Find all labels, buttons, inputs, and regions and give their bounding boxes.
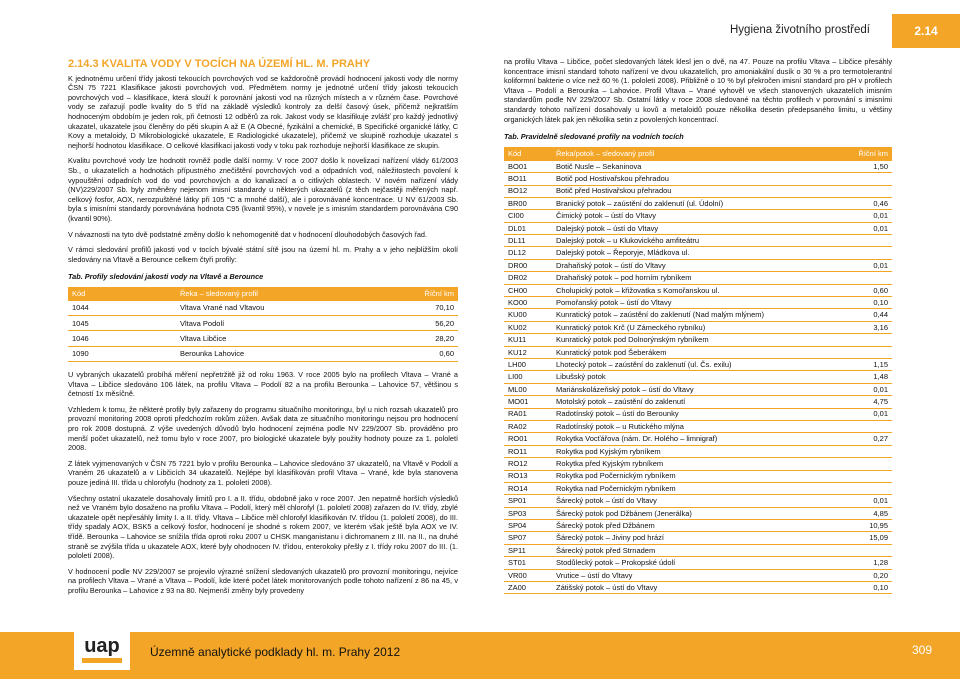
table-row	[504, 173, 892, 185]
cell-km: 0,10	[842, 582, 892, 594]
table-row	[504, 532, 892, 544]
cell-code: DL11	[504, 235, 552, 247]
table-row	[504, 334, 892, 346]
cell-code: BO01	[504, 161, 552, 173]
cell-km: 0,01	[842, 222, 892, 234]
cell-profile: Rokytka pod Počernickým rybníkem	[552, 470, 842, 482]
cell-km: 0,44	[842, 309, 892, 321]
cell-profile: Šárecký potok před Džbánem	[552, 520, 842, 532]
cell-profile: Botič pod Hostivařskou přehradou	[552, 173, 842, 185]
cell-km: 28,20	[376, 331, 458, 346]
cell-code: 1046	[68, 331, 176, 346]
table-row	[504, 383, 892, 395]
cell-code: BO12	[504, 185, 552, 197]
paragraph: V hodnocení podle NV 229/2007 se projevilo výrazné snížení sledovaných ukazatelů pro provozní monitoringu, nejvíce na profilech Vltava – Vrané a Vltava – Podolí, kde které počet látek monitorovaných podle tohoto nařízení z 86 na 45, v profilu Berounka – Lahovice z 93 na 80. Nejmenší změny byly provedeny	[68, 566, 458, 595]
cell-profile: Motolský potok – zaústění do zaklenutí	[552, 396, 842, 408]
cell-km	[842, 482, 892, 494]
cell-profile: Libušský potok	[552, 371, 842, 383]
table-row	[504, 458, 892, 470]
cell-code: RO12	[504, 458, 552, 470]
cell-km	[842, 185, 892, 197]
cell-profile: Vrutice – ústí do Vltavy	[552, 569, 842, 581]
profiles-table	[68, 287, 458, 362]
cell-km: 0,01	[842, 383, 892, 395]
table-row	[504, 272, 892, 284]
cell-profile: Rokytka pod Kyjským rybníkem	[552, 445, 842, 457]
cell-km	[842, 334, 892, 346]
table-caption: Tab. Profily sledování jakosti vody na Vltavě a Berounce	[68, 272, 264, 282]
cell-km: 10,95	[842, 520, 892, 532]
cell-code: KU00	[504, 309, 552, 321]
paragraph: Vzhledem k tomu, že některé profily byly zařazeny do programu situačního monitoringu, byl u nich rozsah ukazatelů pro provozní monitoring 2008 oproti předchozím rokům zúžen. Avšak data ze situačního monitoringu nejsou pro hodnocení pro rok 2008 dostupná. Z výše uvedených důvodů bylo hodnocení zejména podle NV 229/2007 Sb. prováděno pro menší počet ukazatelů, než tomu bylo v roce 2007, pro biologické ukazatele byly použity hodnoty pouze za 1. pololetí 2008.	[68, 404, 458, 453]
cell-profile: Šárecký potok pod Džbánem (Jenerálka)	[552, 507, 842, 519]
cell-code: KO00	[504, 297, 552, 309]
cell-code: RA02	[504, 420, 552, 432]
cell-code: 1045	[68, 316, 176, 331]
cell-profile: Pomořanský potok – ústí do Vltavy	[552, 297, 842, 309]
cell-profile: Radotínský potok – u Rutického mlýna	[552, 420, 842, 432]
cell-profile: Dalejský potok – u Klukovického amfiteátru	[552, 235, 842, 247]
cell-code: SP04	[504, 520, 552, 532]
table-row	[68, 301, 458, 316]
cell-code: BR00	[504, 197, 552, 209]
cell-profile: Kunratický potok Krč (U Zámeckého rybníku)	[552, 321, 842, 333]
cell-profile: Mariánskolázeňský potok – ústí do Vltavy	[552, 383, 842, 395]
table-row	[504, 359, 892, 371]
table-row	[504, 235, 892, 247]
cell-km: 70,10	[376, 301, 458, 316]
cell-km	[842, 470, 892, 482]
cell-km: 1,48	[842, 371, 892, 383]
table-row	[504, 210, 892, 222]
cell-profile: Kunratický potok pod Šeberákem	[552, 346, 842, 358]
cell-code: RO11	[504, 445, 552, 457]
table-row	[504, 569, 892, 581]
cell-profile: Dalejský potok – Řeporyje, Mládkova ul.	[552, 247, 842, 259]
cell-km: 0,60	[842, 284, 892, 296]
cell-code: CI00	[504, 210, 552, 222]
cell-code: DR00	[504, 259, 552, 271]
cell-profile: Zátišský potok – ústí do Vltavy	[552, 582, 842, 594]
cell-km	[842, 247, 892, 259]
cell-code: ZA00	[504, 582, 552, 594]
table-row	[504, 185, 892, 197]
cell-profile: Stodůlecký potok – Prokopské údolí	[552, 557, 842, 569]
cell-profile: Kunratický potok – zaústění do zaklenutí (Nad malým mlýnem)	[552, 309, 842, 321]
paragraph: U vybraných ukazatelů probíhá měření nepřetržitě již od roku 1963. V roce 2005 bylo na profilech Vltava – Vrané a Vltava – Libčice sledováno 106 látek, na profilu Vltava – Podolí 82 a na profilu Berounka – Lahovice 57, většinou s četností 1x měsíčně.	[68, 370, 458, 399]
cell-km: 0,20	[842, 569, 892, 581]
cell-km: 0,46	[842, 197, 892, 209]
cell-code: KU02	[504, 321, 552, 333]
cell-profile: Kunratický potok pod Dolnorýnským rybníkem	[552, 334, 842, 346]
table-row	[504, 371, 892, 383]
cell-km: 0,27	[842, 433, 892, 445]
cell-profile: Rokytka nad Počernickým rybníkem	[552, 482, 842, 494]
cell-code: RO14	[504, 482, 552, 494]
svg-text:uap: uap	[84, 635, 120, 657]
cell-code: 1044	[68, 301, 176, 316]
cell-km: 0,01	[842, 495, 892, 507]
cell-code: DR02	[504, 272, 552, 284]
cell-km: 1,15	[842, 359, 892, 371]
table-row	[504, 309, 892, 321]
chapter-number: 2.14	[892, 14, 960, 48]
table-row	[504, 482, 892, 494]
footer-bar	[0, 632, 960, 679]
table-row	[504, 259, 892, 271]
cell-code: SP01	[504, 495, 552, 507]
cell-profile: Šárecký potok – ústí do Vltavy	[552, 495, 842, 507]
cell-km	[842, 346, 892, 358]
table-row	[504, 346, 892, 358]
table-row	[504, 420, 892, 432]
table-row	[504, 222, 892, 234]
cell-profile: Branický potok – zaústění do zaklenutí (ul. Údolní)	[552, 197, 842, 209]
cell-km: 56,20	[376, 316, 458, 331]
cell-code: VR00	[504, 569, 552, 581]
cell-code: ST01	[504, 557, 552, 569]
cell-code: DL12	[504, 247, 552, 259]
cell-profile: Rokytka před Kyjským rybníkem	[552, 458, 842, 470]
table-row	[504, 408, 892, 420]
cell-profile: Vltava Podolí	[176, 316, 376, 331]
cell-km: 0,01	[842, 408, 892, 420]
table-row	[504, 197, 892, 209]
cell-code: LI00	[504, 371, 552, 383]
paragraph: na profilu Vltava – Libčice, počet sledovaných látek klesl jen o dvě, na 47. Pouze na profilu Vltava – Libčice přesáhly koncentrace imisní standard tohoto nařízení ve dvou ukazatelích, pro amoniakální dusík o 30 % a pro termotolerantní koliformní bakterie o více než 60 % (1. pololetí 2008). Přibližně o 10 % byl překročen imisní standard pro pH v profilech Vltava – Podolí a Berounka – Lahovice. Profil Vltava – Vrané vyhověl ve všech stanovených ukazatelích imisním standardům podle NV 229/2007 Sb. Ostatní látky v roce 2008 sledované na těchto profilech v porovnání s imisními standardy tohoto nařízení dosahovaly u kovů a metaloidů pouze několika desetin předepsaného limitu, u většiny organických látek pak jen několika setin z povolených koncentrací.	[504, 57, 892, 124]
cell-profile: Radotínský potok – ústí do Berounky	[552, 408, 842, 420]
table-row	[68, 346, 458, 361]
cell-code: SP07	[504, 532, 552, 544]
table-row	[504, 470, 892, 482]
cell-profile: Berounka Lahovice	[176, 346, 376, 361]
cell-km	[842, 272, 892, 284]
cell-profile: Šárecký potok – Jiviny pod hrází	[552, 532, 842, 544]
right-column	[504, 57, 892, 594]
table-row	[504, 433, 892, 445]
paragraph: Všechny ostatní ukazatele dosahovaly limitů pro I. a II. třídu, obdobně jako v roce 2007. Jen nepatrně horších výsledků než ve Vraném bylo dosaženo na profilu Vltava – Podolí, který měl chlorofyl (1. pololetí 2008) zařazen do IV. třídy, zbylé ukazatele opět nepřesáhly limity I. a II. třídy. Vltava – Libčice měl chlorofyl klasifikován IV. třídou (1. pololetí 2008), do III. třídy spadaly AOX, BSK5 a celkový fosfor, hodnocení je shodné s rokem 2007, ve kterém však ještě byla AOX ve IV. třídě. Berounka – Lahovice se snížila třída oproti roku 2007 u CHSK manganistanu i dichromanem z III. na II., na druhé straně se zvýšila třída u ukazatele AOX, které byly ohodnocen IV. třídou, enterokoky přešly z I. třídy roku 2007 do III. (1. pololetí 2008).	[68, 493, 458, 561]
table-row	[504, 582, 892, 594]
cell-code: DL01	[504, 222, 552, 234]
cell-profile: Botič před Hostivařskou přehradou	[552, 185, 842, 197]
page-number: 309	[911, 643, 932, 657]
cell-code: BO11	[504, 173, 552, 185]
table-row	[504, 544, 892, 556]
cell-km: 0,01	[842, 210, 892, 222]
paragraph: V návaznosti na tyto dvě podstatné změny došlo k nehomogenitě dat v hodnocení dlouhodobých časových řad.	[68, 229, 427, 239]
cell-km: 1,28	[842, 557, 892, 569]
paragraph: K jednotnému určení třídy jakosti tekoucích povrchových vod se každoročně provádí hodnocení jakosti vody dle normy ČSN 75 7221 Klasifikace jakosti povrchových vod. Předmětem normy je jednotné určení třídy jakosti tekoucích povrchových vod – klasifikace, která slouží k porovnání jakosti vod na různých místech a v různém čase. Povrchové vody se zařazují podle kvality do 5 tříd na základě výsledků kontroly za delší časový úsek, přičemž nejkratším hodnoceným obdobím je jeden rok, při četnosti 12 odběrů za rok. Jakost vody se klasifikuje zvlášť pro každý jednotlivý ukazatel, ukazatele jsou členěny do pěti skupin A až E (A Obecné, fyzikální a chemické, B Specifické organické látky, C Kovy a metaloidy, D Mikrobiologické ukazatele, E Radiologické ukazatele), přičemž ve skupině rozhoduje ukazatel s nejhorší hodnotou klasifikace. O celkové klasifikaci jakosti vody v toku pak rozhoduje nejhorší klasifikace ze skupin.	[68, 73, 458, 150]
cell-code: KU11	[504, 334, 552, 346]
table-row	[504, 161, 892, 173]
table-row	[504, 247, 892, 259]
paragraph: V rámci sledování profilů jakosti vod v tocích bývalé státní sítě jsou na území hl. m. Prahy a v jeho nejbližším okolí sledovány na Vltavě a Berounce celkem čtyři profily:	[68, 245, 458, 264]
table-row	[504, 557, 892, 569]
col-header-code: Kód	[68, 287, 176, 301]
cell-profile: Dalejský potok – ústí do Vltavy	[552, 222, 842, 234]
cell-profile: Šárecký potok před Strnadem	[552, 544, 842, 556]
streams-table	[504, 147, 892, 595]
cell-profile: Drahaňský potok – ústí do Vltavy	[552, 259, 842, 271]
cell-profile: Lhotecký potok – zaústění do zaklenutí (ul. Čs. exilu)	[552, 359, 842, 371]
cell-code: LH00	[504, 359, 552, 371]
col-header-km: Říční km	[376, 287, 458, 301]
cell-profile: Čimický potok – ústí do Vltavy	[552, 210, 842, 222]
table-row	[68, 316, 458, 331]
cell-km	[842, 420, 892, 432]
cell-code: MO01	[504, 396, 552, 408]
table-row	[504, 321, 892, 333]
cell-km: 3,16	[842, 321, 892, 333]
table-row	[68, 331, 458, 346]
cell-profile: Drahaňský potok – pod horním rybníkem	[552, 272, 842, 284]
cell-code: RO01	[504, 433, 552, 445]
section-title: 2.14.3 KVALITA VODY V TOCÍCH NA ÚZEMÍ HL. M. PRAHY	[68, 58, 371, 70]
cell-km: 0,60	[376, 346, 458, 361]
cell-code: 1090	[68, 346, 176, 361]
cell-code: CH00	[504, 284, 552, 296]
table-row	[504, 284, 892, 296]
table-row	[504, 297, 892, 309]
cell-km	[842, 445, 892, 457]
cell-profile: Vltava Vrané nad Vltavou	[176, 301, 376, 316]
table-row	[504, 507, 892, 519]
cell-code: RA01	[504, 408, 552, 420]
paragraph: Z látek vyjmenovaných v ČSN 75 7221 bylo v profilu Berounka – Lahovice sledováno 37 ukazatelů, na Vltavě v Podolí a Vraném 26 ukazatelů a v Libčicích 34 ukazatelů. Nejlépe byl klasifikován profil Vltava – Vrané, kde byla stanovena pouze jediná III. třída u chlorofylu (hodnoty za 1. pololetí 2008).	[68, 458, 458, 487]
table-row	[504, 445, 892, 457]
cell-km: 15,09	[842, 532, 892, 544]
header-title: Hygiena životního prostředí	[730, 24, 870, 36]
col-header-profile: Řeka – sledovaný profil	[176, 287, 376, 301]
cell-km: 0,10	[842, 297, 892, 309]
cell-code: SP11	[504, 544, 552, 556]
table-row	[504, 396, 892, 408]
left-column	[68, 60, 458, 602]
cell-km: 1,50	[842, 161, 892, 173]
cell-profile: Cholupický potok – křižovatka s Komořanskou ul.	[552, 284, 842, 296]
cell-km	[842, 458, 892, 470]
cell-profile: Botič Nusle – Sekaninova	[552, 161, 842, 173]
cell-km	[842, 235, 892, 247]
cell-profile: Rokytka Vocťářova (nám. Dr. Holého – limnigraf)	[552, 433, 842, 445]
paragraph: Kvalitu povrchové vody lze hodnotit rovněž podle další normy. V roce 2007 došlo k novelizaci nařízení vlády 61/2003 Sb., o ukazatelích a hodnotách přípustného znečištění povrchových vod a odpadních vod, náležitostech povolení k vypouštění odpadních vod do vod povrchových a do kanalizací a o citlivých oblastech. V novém nařízení vlády (NV)229/2007 Sb. byly změněny nejenom imisní standardy u některých ukazatelů (z těch nejčastěji měřených např. celkový fosfor, AOX, nerozpuštěné látky při 105 °C a mnohé další), ale i porovnávané koncentrace. U NV 61/2003 Sb. byla s imisními standardy porovnávána hodnota C95 (kvantil 95%), v novele je s imisním standardem porovnávána C90 (kvantil 90%).	[68, 156, 458, 223]
cell-profile: Vltava Libčice	[176, 331, 376, 346]
footer-title: Územně analytické podklady hl. m. Prahy 2012	[150, 645, 401, 659]
cell-code: KU12	[504, 346, 552, 358]
cell-code: SP03	[504, 507, 552, 519]
col-header-code: Kód	[504, 147, 552, 161]
table-row	[504, 495, 892, 507]
cell-km: 4,75	[842, 396, 892, 408]
cell-km: 4,85	[842, 507, 892, 519]
col-header-profile: Řeka/potok – sledovaný profil	[552, 147, 842, 161]
cell-km: 0,01	[842, 259, 892, 271]
cell-code: ML00	[504, 383, 552, 395]
table-caption: Tab. Pravidelně sledované profily na vodních tocích	[504, 132, 684, 142]
col-header-km: Říční km	[842, 147, 892, 161]
cell-km	[842, 544, 892, 556]
cell-km	[842, 173, 892, 185]
uap-logo	[74, 622, 130, 670]
cell-code: RO13	[504, 470, 552, 482]
table-row	[504, 520, 892, 532]
